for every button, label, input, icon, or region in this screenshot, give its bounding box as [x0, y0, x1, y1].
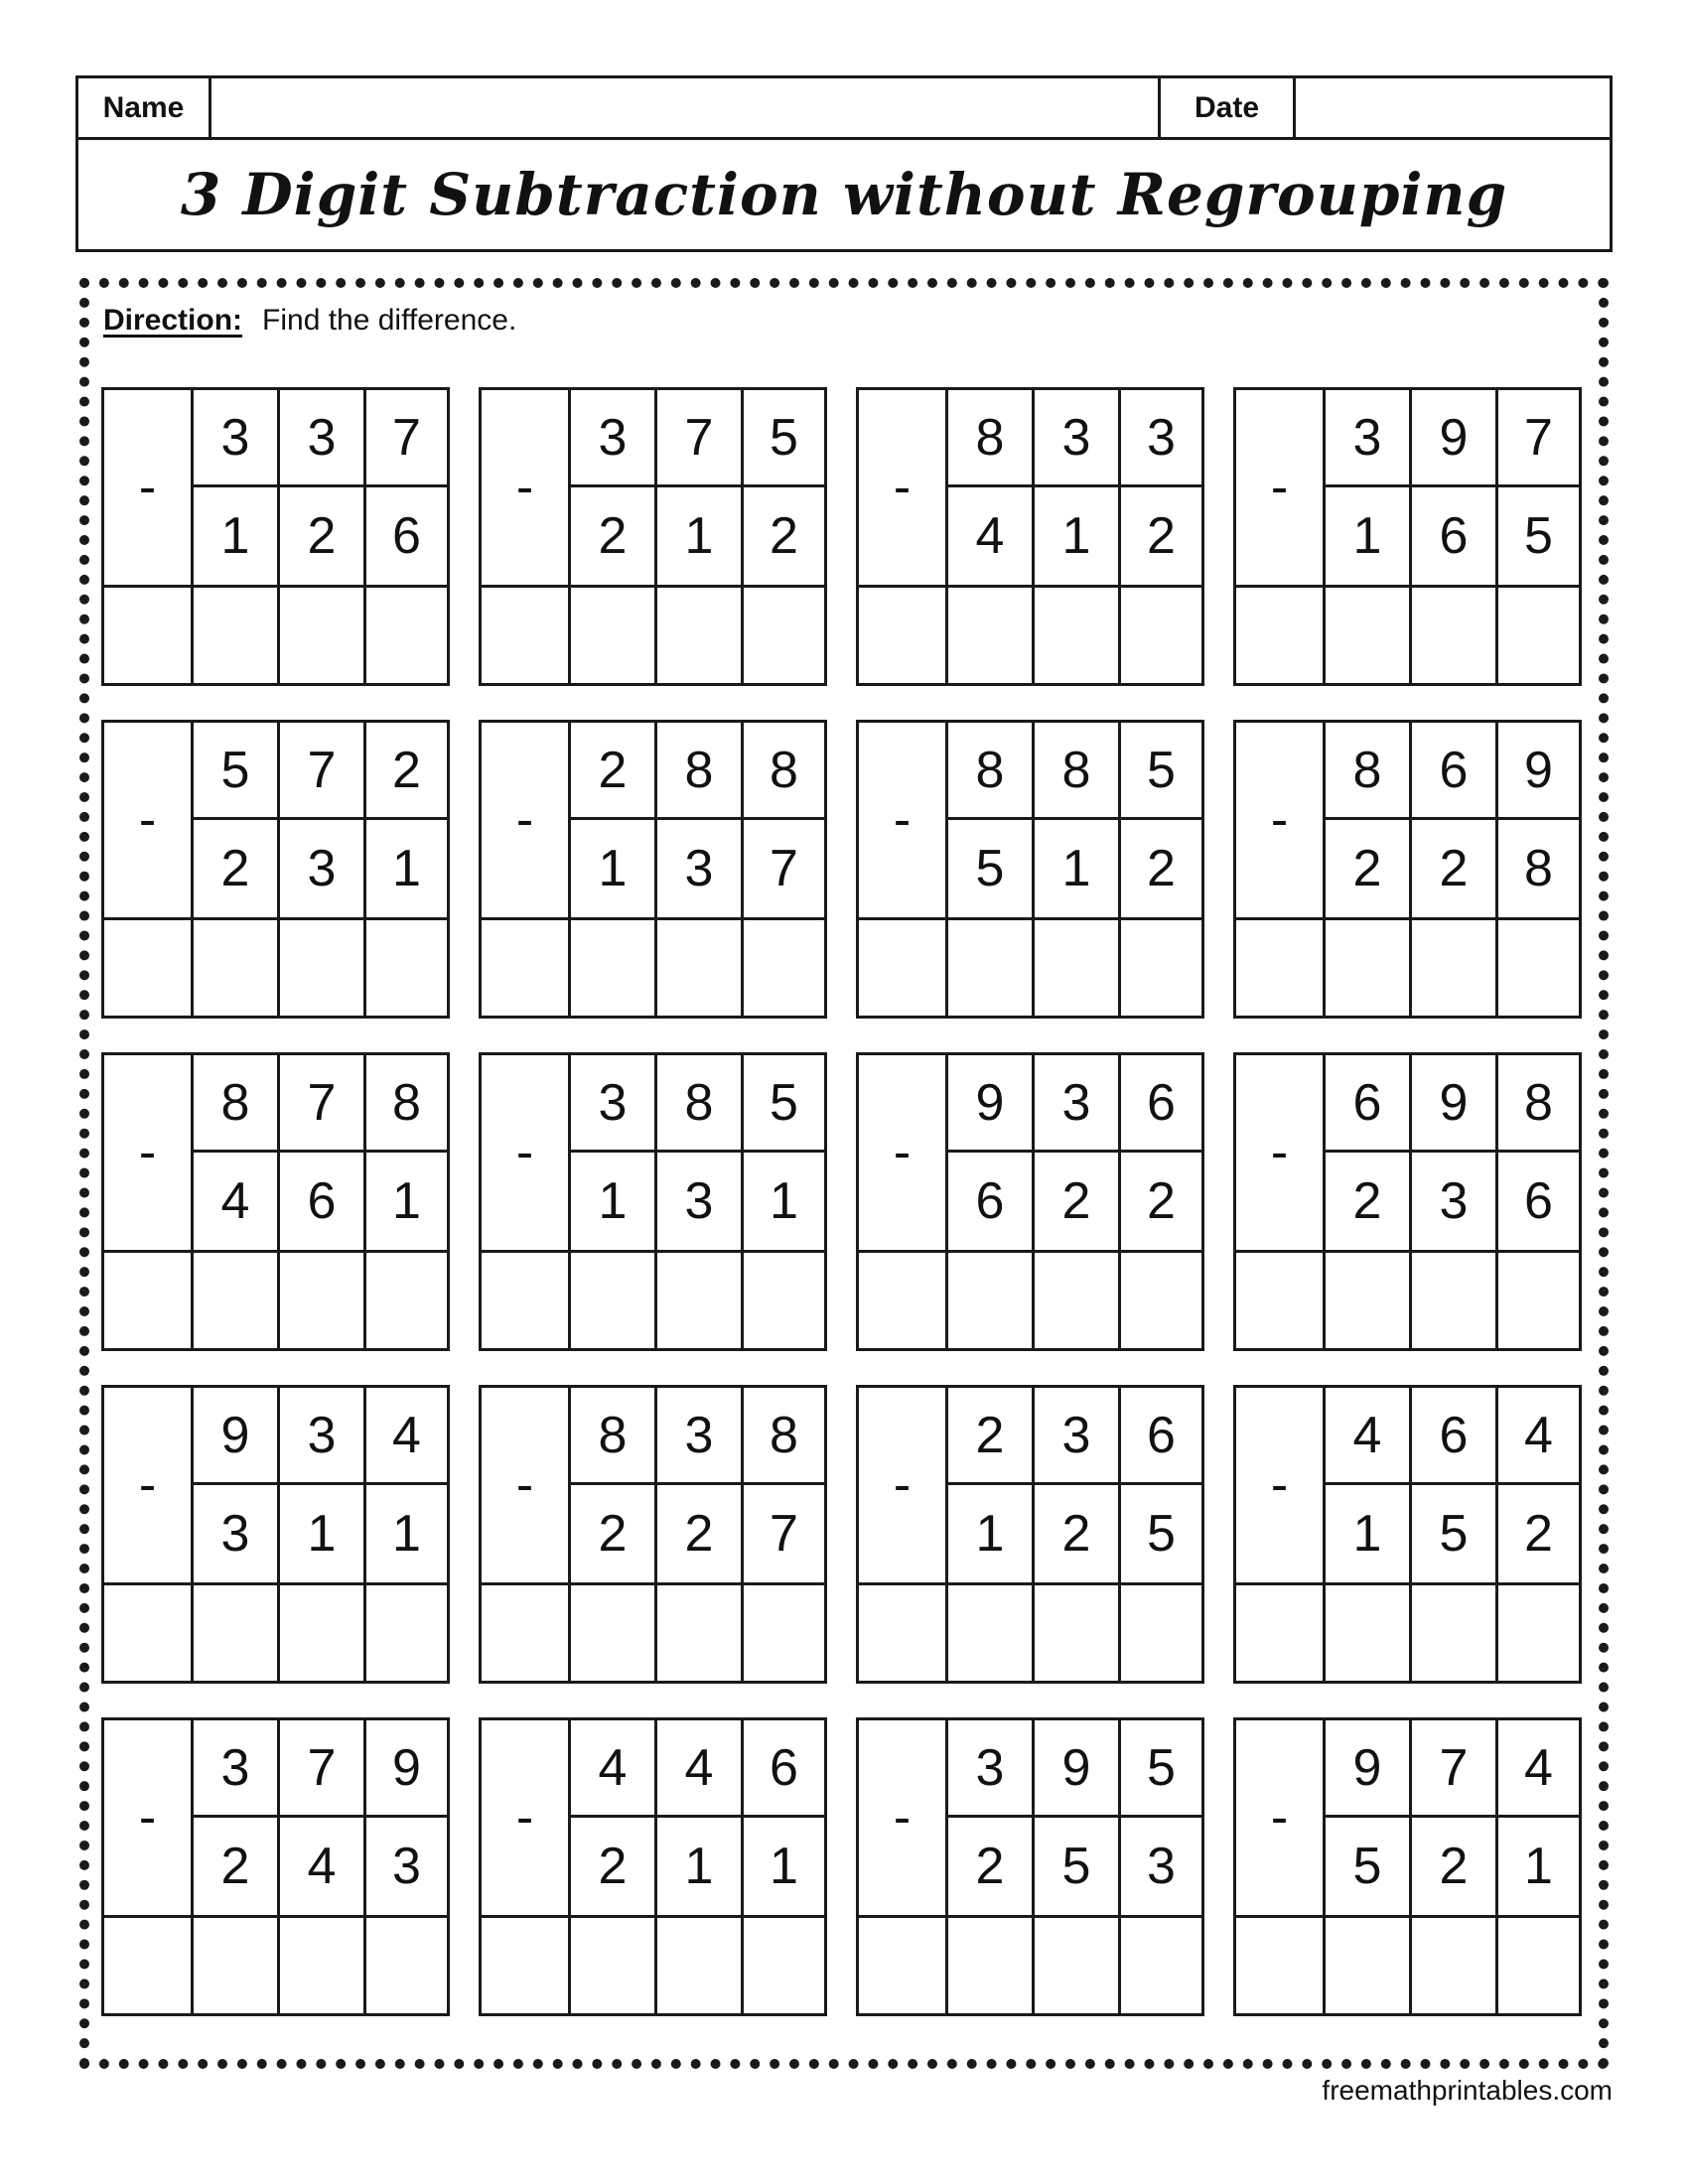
answer-cell[interactable] [277, 917, 363, 1016]
minuend-digit: 3 [1118, 390, 1201, 487]
answer-cell[interactable] [859, 585, 945, 683]
answer-cell[interactable] [1236, 585, 1323, 683]
answer-cell[interactable] [1032, 1582, 1118, 1681]
subtrahend-digit: 2 [1118, 820, 1201, 917]
minuend-digit: 7 [363, 390, 447, 487]
answer-cell[interactable] [1323, 1250, 1409, 1348]
answer-cell[interactable] [568, 1582, 654, 1681]
subtrahend-digit: 5 [1409, 1485, 1495, 1582]
subtrahend-digit: 3 [1409, 1153, 1495, 1250]
problem-box [479, 1052, 827, 1351]
answer-cell[interactable] [363, 1915, 447, 2013]
answer-cell[interactable] [859, 1915, 945, 2013]
subtrahend-digit: 5 [945, 820, 1032, 917]
minuend-digit: 4 [363, 1388, 447, 1485]
minus-sign: - [515, 1124, 534, 1181]
subtrahend-digit: 2 [1032, 1153, 1118, 1250]
subtrahend-digit: 3 [277, 820, 363, 917]
subtrahend-digit: 1 [568, 820, 654, 917]
answer-cell[interactable] [482, 1582, 568, 1681]
subtrahend-digit: 2 [741, 487, 824, 585]
subtrahend-digit: 2 [1118, 1153, 1201, 1250]
problem-box [1233, 1385, 1582, 1684]
minuend-digit: 8 [654, 723, 741, 820]
minuend-digit: 2 [363, 723, 447, 820]
subtrahend-digit: 1 [191, 487, 277, 585]
subtrahend-digit: 2 [191, 1818, 277, 1915]
subtrahend-digit: 7 [741, 1485, 824, 1582]
answer-cell[interactable] [1118, 1582, 1201, 1681]
minuend-digit: 6 [1409, 723, 1495, 820]
subtrahend-digit: 3 [1118, 1818, 1201, 1915]
minuend-digit: 3 [191, 1720, 277, 1818]
answer-cell[interactable] [1495, 1582, 1579, 1681]
answer-cell[interactable] [1032, 1915, 1118, 2013]
minuend-digit: 3 [568, 390, 654, 487]
direction [103, 304, 516, 338]
problem-box [101, 1717, 450, 2016]
problem-box [479, 1717, 827, 2016]
answer-cell[interactable] [1236, 1582, 1323, 1681]
minuend-digit: 9 [945, 1055, 1032, 1153]
answer-cell[interactable] [1032, 917, 1118, 1016]
subtrahend-digit: 2 [654, 1485, 741, 1582]
problem-box [1233, 387, 1582, 686]
answer-cell[interactable] [1236, 917, 1323, 1016]
problem-box [479, 1385, 827, 1684]
subtrahend-digit: 1 [1032, 820, 1118, 917]
subtrahend-digit: 2 [568, 1818, 654, 1915]
subtrahend-digit: 2 [191, 820, 277, 917]
subtrahend-digit: 4 [945, 487, 1032, 585]
subtrahend-digit: 1 [741, 1818, 824, 1915]
problem-box [479, 720, 827, 1019]
answer-cell[interactable] [191, 1250, 277, 1348]
answer-cell[interactable] [568, 917, 654, 1016]
minus-sign: - [138, 1789, 157, 1846]
problem-box [856, 1717, 1204, 2016]
answer-cell[interactable] [945, 1915, 1032, 2013]
subtrahend-digit: 2 [1409, 820, 1495, 917]
answer-cell[interactable] [1032, 585, 1118, 683]
subtrahend-digit: 2 [1118, 487, 1201, 585]
answer-cell[interactable] [945, 1250, 1032, 1348]
subtrahend-digit: 6 [1495, 1153, 1579, 1250]
minuend-digit: 9 [363, 1720, 447, 1818]
answer-cell[interactable] [277, 1250, 363, 1348]
minuend-digit: 8 [945, 390, 1032, 487]
footer-site: freemathprintables.com [1322, 2075, 1613, 2106]
answer-cell[interactable] [945, 1582, 1032, 1681]
minuend-digit: 7 [1495, 390, 1579, 487]
answer-cell[interactable] [945, 585, 1032, 683]
minus-sign: - [138, 459, 157, 516]
answer-cell[interactable] [945, 917, 1032, 1016]
answer-cell[interactable] [568, 1250, 654, 1348]
subtrahend-digit: 2 [1409, 1818, 1495, 1915]
problem-box [856, 1052, 1204, 1351]
minus-sign: - [515, 459, 534, 516]
minuend-digit: 3 [1032, 1388, 1118, 1485]
minus-sign: - [138, 1456, 157, 1514]
answer-cell[interactable] [1032, 1250, 1118, 1348]
answer-cell[interactable] [104, 1582, 191, 1681]
answer-cell[interactable] [191, 1582, 277, 1681]
subtrahend-digit: 8 [1495, 820, 1579, 917]
minus-sign: - [1270, 1789, 1289, 1846]
answer-cell[interactable] [104, 1250, 191, 1348]
minus-sign: - [138, 1124, 157, 1181]
answer-cell[interactable] [482, 1915, 568, 2013]
minuend-digit: 6 [1118, 1388, 1201, 1485]
subtrahend-digit: 7 [741, 820, 824, 917]
minus-sign: - [893, 459, 912, 516]
minuend-digit: 7 [654, 390, 741, 487]
subtrahend-digit: 2 [568, 1485, 654, 1582]
minuend-digit: 3 [1032, 390, 1118, 487]
minuend-digit: 9 [1032, 1720, 1118, 1818]
answer-cell[interactable] [654, 917, 741, 1016]
subtrahend-digit: 3 [363, 1818, 447, 1915]
minus-sign: - [893, 1124, 912, 1181]
subtrahend-digit: 6 [945, 1153, 1032, 1250]
page-title: 3 Digit Subtraction without Regrouping [180, 161, 1508, 228]
subtrahend-digit: 5 [1032, 1818, 1118, 1915]
minuend-digit: 2 [945, 1388, 1032, 1485]
subtrahend-digit: 3 [654, 820, 741, 917]
problem-box [856, 720, 1204, 1019]
minuend-digit: 3 [1032, 1055, 1118, 1153]
subtrahend-digit: 1 [363, 1153, 447, 1250]
subtrahend-digit: 1 [654, 487, 741, 585]
problems-grid [101, 387, 1583, 2015]
minuend-digit: 3 [191, 390, 277, 487]
date-field[interactable] [1296, 78, 1610, 137]
minuend-digit: 6 [1409, 1388, 1495, 1485]
minuend-digit: 9 [1323, 1720, 1409, 1818]
problem-box [101, 1385, 450, 1684]
answer-cell[interactable] [1236, 1250, 1323, 1348]
problem-box [856, 387, 1204, 686]
answer-cell[interactable] [104, 585, 191, 683]
minuend-digit: 5 [741, 390, 824, 487]
minus-sign: - [515, 1456, 534, 1514]
minuend-digit: 6 [741, 1720, 824, 1818]
subtrahend-digit: 2 [1323, 1153, 1409, 1250]
answer-cell[interactable] [363, 585, 447, 683]
subtrahend-digit: 1 [945, 1485, 1032, 1582]
answer-cell[interactable] [741, 1582, 824, 1681]
minuend-digit: 9 [1409, 390, 1495, 487]
answer-cell[interactable] [654, 1582, 741, 1681]
problem-box [479, 387, 827, 686]
answer-cell[interactable] [363, 1582, 447, 1681]
answer-cell[interactable] [1118, 1915, 1201, 2013]
answer-cell[interactable] [1323, 1915, 1409, 2013]
header-box [75, 75, 1613, 252]
name-label: Name [78, 78, 211, 137]
answer-cell[interactable] [654, 1250, 741, 1348]
minuend-digit: 8 [945, 723, 1032, 820]
subtrahend-digit: 2 [945, 1818, 1032, 1915]
minuend-digit: 8 [741, 1388, 824, 1485]
minuend-digit: 9 [1495, 723, 1579, 820]
subtrahend-digit: 2 [277, 487, 363, 585]
subtrahend-digit: 1 [1323, 487, 1409, 585]
date-label: Date [1161, 78, 1296, 137]
minuend-digit: 6 [1323, 1055, 1409, 1153]
minus-sign: - [893, 1456, 912, 1514]
subtrahend-digit: 3 [654, 1153, 741, 1250]
subtrahend-digit: 6 [1409, 487, 1495, 585]
minuend-digit: 9 [191, 1388, 277, 1485]
answer-cell[interactable] [277, 585, 363, 683]
answer-cell[interactable] [191, 1915, 277, 2013]
answer-cell[interactable] [191, 917, 277, 1016]
answer-cell[interactable] [859, 1250, 945, 1348]
subtrahend-digit: 5 [1323, 1818, 1409, 1915]
subtrahend-digit: 6 [277, 1153, 363, 1250]
problem-box [1233, 720, 1582, 1019]
subtrahend-digit: 1 [1032, 487, 1118, 585]
answer-cell[interactable] [482, 585, 568, 683]
answer-cell[interactable] [741, 917, 824, 1016]
subtrahend-digit: 1 [363, 1485, 447, 1582]
answer-cell[interactable] [741, 585, 824, 683]
answer-cell[interactable] [104, 917, 191, 1016]
answer-cell[interactable] [741, 1915, 824, 2013]
minuend-digit: 7 [277, 723, 363, 820]
answer-cell[interactable] [1323, 585, 1409, 683]
direction-label: Direction: [103, 304, 243, 337]
subtrahend-digit: 4 [277, 1818, 363, 1915]
subtrahend-digit: 1 [1495, 1818, 1579, 1915]
minuend-digit: 9 [1409, 1055, 1495, 1153]
answer-cell[interactable] [1495, 585, 1579, 683]
answer-cell[interactable] [1236, 1915, 1323, 2013]
subtrahend-digit: 5 [1495, 487, 1579, 585]
subtrahend-digit: 1 [741, 1153, 824, 1250]
minuend-digit: 5 [191, 723, 277, 820]
minuend-digit: 8 [363, 1055, 447, 1153]
minus-sign: - [1270, 1124, 1289, 1181]
minuend-digit: 8 [191, 1055, 277, 1153]
problem-box [101, 1052, 450, 1351]
minus-sign: - [515, 791, 534, 849]
minuend-digit: 4 [568, 1720, 654, 1818]
minuend-digit: 8 [1495, 1055, 1579, 1153]
minuend-digit: 8 [1032, 723, 1118, 820]
problem-box [101, 387, 450, 686]
answer-cell[interactable] [654, 585, 741, 683]
subtrahend-digit: 1 [568, 1153, 654, 1250]
answer-cell[interactable] [363, 1250, 447, 1348]
subtrahend-digit: 1 [1323, 1485, 1409, 1582]
answer-cell[interactable] [568, 585, 654, 683]
minus-sign: - [893, 1789, 912, 1846]
problem-box [1233, 1052, 1582, 1351]
problem-box [1233, 1717, 1582, 2016]
answer-cell[interactable] [859, 917, 945, 1016]
answer-cell[interactable] [482, 917, 568, 1016]
minuend-digit: 5 [1118, 1720, 1201, 1818]
minuend-digit: 3 [945, 1720, 1032, 1818]
subtrahend-digit: 1 [277, 1485, 363, 1582]
minus-sign: - [515, 1789, 534, 1846]
minuend-digit: 3 [277, 390, 363, 487]
name-field[interactable] [211, 78, 1161, 137]
subtrahend-digit: 2 [1323, 820, 1409, 917]
name-date-row [78, 78, 1610, 140]
minuend-digit: 7 [277, 1720, 363, 1818]
minuend-digit: 4 [654, 1720, 741, 1818]
minuend-digit: 8 [741, 723, 824, 820]
answer-cell[interactable] [1409, 1250, 1495, 1348]
answer-cell[interactable] [1409, 917, 1495, 1016]
subtrahend-digit: 2 [568, 487, 654, 585]
minuend-digit: 3 [654, 1388, 741, 1485]
subtrahend-digit: 5 [1118, 1485, 1201, 1582]
subtrahend-digit: 1 [363, 820, 447, 917]
answer-cell[interactable] [1409, 1915, 1495, 2013]
direction-text: Find the difference. [262, 304, 517, 337]
answer-cell[interactable] [1495, 917, 1579, 1016]
problem-box [101, 720, 450, 1019]
minuend-digit: 6 [1118, 1055, 1201, 1153]
answer-cell[interactable] [741, 1250, 824, 1348]
subtrahend-digit: 1 [654, 1818, 741, 1915]
subtrahend-digit: 3 [191, 1485, 277, 1582]
minus-sign: - [1270, 459, 1289, 516]
answer-cell[interactable] [277, 1582, 363, 1681]
minuend-digit: 3 [568, 1055, 654, 1153]
answer-cell[interactable] [568, 1915, 654, 2013]
subtrahend-digit: 4 [191, 1153, 277, 1250]
answer-cell[interactable] [1409, 585, 1495, 683]
minuend-digit: 4 [1495, 1388, 1579, 1485]
minuend-digit: 5 [1118, 723, 1201, 820]
minuend-digit: 4 [1323, 1388, 1409, 1485]
subtrahend-digit: 2 [1032, 1485, 1118, 1582]
answer-cell[interactable] [654, 1915, 741, 2013]
minuend-digit: 7 [277, 1055, 363, 1153]
problem-box [856, 1385, 1204, 1684]
minus-sign: - [138, 791, 157, 849]
minuend-digit: 5 [741, 1055, 824, 1153]
answer-cell[interactable] [191, 585, 277, 683]
answer-cell[interactable] [1323, 1582, 1409, 1681]
minuend-digit: 8 [654, 1055, 741, 1153]
minuend-digit: 4 [1495, 1720, 1579, 1818]
minuend-digit: 3 [277, 1388, 363, 1485]
answer-cell[interactable] [1495, 1915, 1579, 2013]
minus-sign: - [1270, 1456, 1289, 1514]
answer-cell[interactable] [1495, 1250, 1579, 1348]
minuend-digit: 8 [568, 1388, 654, 1485]
answer-cell[interactable] [1409, 1582, 1495, 1681]
answer-cell[interactable] [363, 917, 447, 1016]
answer-cell[interactable] [1118, 1250, 1201, 1348]
minuend-digit: 2 [568, 723, 654, 820]
subtrahend-digit: 6 [363, 487, 447, 585]
minuend-digit: 8 [1323, 723, 1409, 820]
minus-sign: - [1270, 791, 1289, 849]
answer-cell[interactable] [277, 1915, 363, 2013]
minus-sign: - [893, 791, 912, 849]
answer-cell[interactable] [104, 1915, 191, 2013]
minuend-digit: 7 [1409, 1720, 1495, 1818]
minuend-digit: 3 [1323, 390, 1409, 487]
answer-cell[interactable] [859, 1582, 945, 1681]
subtrahend-digit: 2 [1495, 1485, 1579, 1582]
answer-cell[interactable] [1323, 917, 1409, 1016]
answer-cell[interactable] [482, 1250, 568, 1348]
answer-cell[interactable] [1118, 917, 1201, 1016]
answer-cell[interactable] [1118, 585, 1201, 683]
